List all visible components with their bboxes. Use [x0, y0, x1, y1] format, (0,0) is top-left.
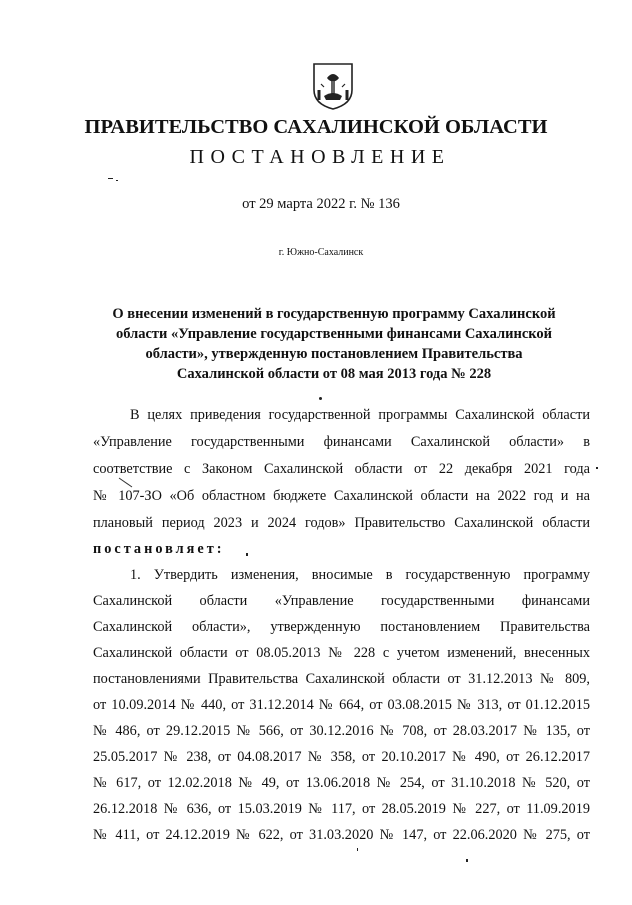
scan-speck — [596, 467, 598, 469]
scan-speck — [357, 848, 358, 851]
body-line: от 10.09.2014 № 440, от 31.12.2014 № 664, от 03.08.2015 № 313, от 01.12.2015 — [93, 697, 590, 713]
scan-edge-noise — [0, 899, 632, 905]
body-line: постановлениями Правительства Сахалинской области от 31.12.2013 № 809, — [93, 671, 590, 687]
body-line: № 617, от 12.02.2018 № 49, от 13.06.2018 № 254, от 31.10.2018 № 520, от — [93, 775, 590, 791]
body-line: плановый период 2023 и 2024 годов» Правительство Сахалинской области — [93, 515, 590, 531]
scan-speck — [466, 859, 468, 862]
body-line: 1. Утвердить изменения, вносимые в государственную программу — [130, 567, 590, 583]
resolution-word: постановляет: — [93, 541, 225, 557]
body-line: «Управление государственными финансами Сахалинской области» в — [93, 434, 590, 450]
place-of-issue: г. Южно-Сахалинск — [278, 247, 364, 258]
document-subject — [96, 304, 572, 384]
body-line: В целях приведения государственной программы Сахалинской области — [130, 407, 590, 423]
body-line: Сахалинской области «Управление государственными финансами — [93, 593, 590, 609]
subject-line: области», утвержденную постановлением Правительства — [145, 346, 523, 362]
subject-line: Сахалинской области от 08 мая 2013 года № 228 — [176, 366, 492, 382]
document-type: ПОСТАНОВЛЕНИЕ — [189, 146, 451, 168]
body-line: Сахалинской области от 08.05.2013 № 228 с учетом изменений, внесенных — [93, 645, 590, 661]
date-and-number: от 29 марта 2022 г. № 136 — [242, 196, 400, 212]
subject-line: области «Управление государственными финансами Сахалинской — [115, 326, 553, 342]
scan-speck — [116, 180, 118, 181]
body-line: № 411, от 24.12.2019 № 622, от 31.03.2020 № 147, от 22.06.2020 № 275, от — [93, 827, 590, 843]
body-line: соответствие с Законом Сахалинской области от 22 декабря 2021 года — [93, 461, 590, 477]
scan-stroke — [118, 477, 134, 489]
body-line: Сахалинской области», утвержденную постановлением Правительства — [93, 619, 590, 635]
scan-speck — [246, 553, 248, 556]
scan-speck — [108, 178, 113, 179]
body-line: 25.05.2017 № 238, от 04.08.2017 № 358, от 20.10.2017 № 490, от 26.12.2017 — [93, 749, 590, 765]
body-line: 26.12.2018 № 636, от 15.03.2019 № 117, от 28.05.2019 № 227, от 11.09.2019 — [93, 801, 590, 817]
body-line: № 486, от 29.12.2015 № 566, от 30.12.2016 № 708, от 28.03.2017 № 135, от — [93, 723, 590, 739]
coat-of-arms-icon — [312, 60, 354, 110]
body-line: № 107-ЗО «Об областном бюджете Сахалинской области на 2022 год и на — [93, 488, 590, 504]
organization-title: ПРАВИТЕЛЬСТВО САХАЛИНСКОЙ ОБЛАСТИ — [84, 116, 548, 138]
scan-speck — [319, 397, 322, 400]
subject-line: О внесении изменений в государственную программу Сахалинской — [112, 306, 556, 322]
